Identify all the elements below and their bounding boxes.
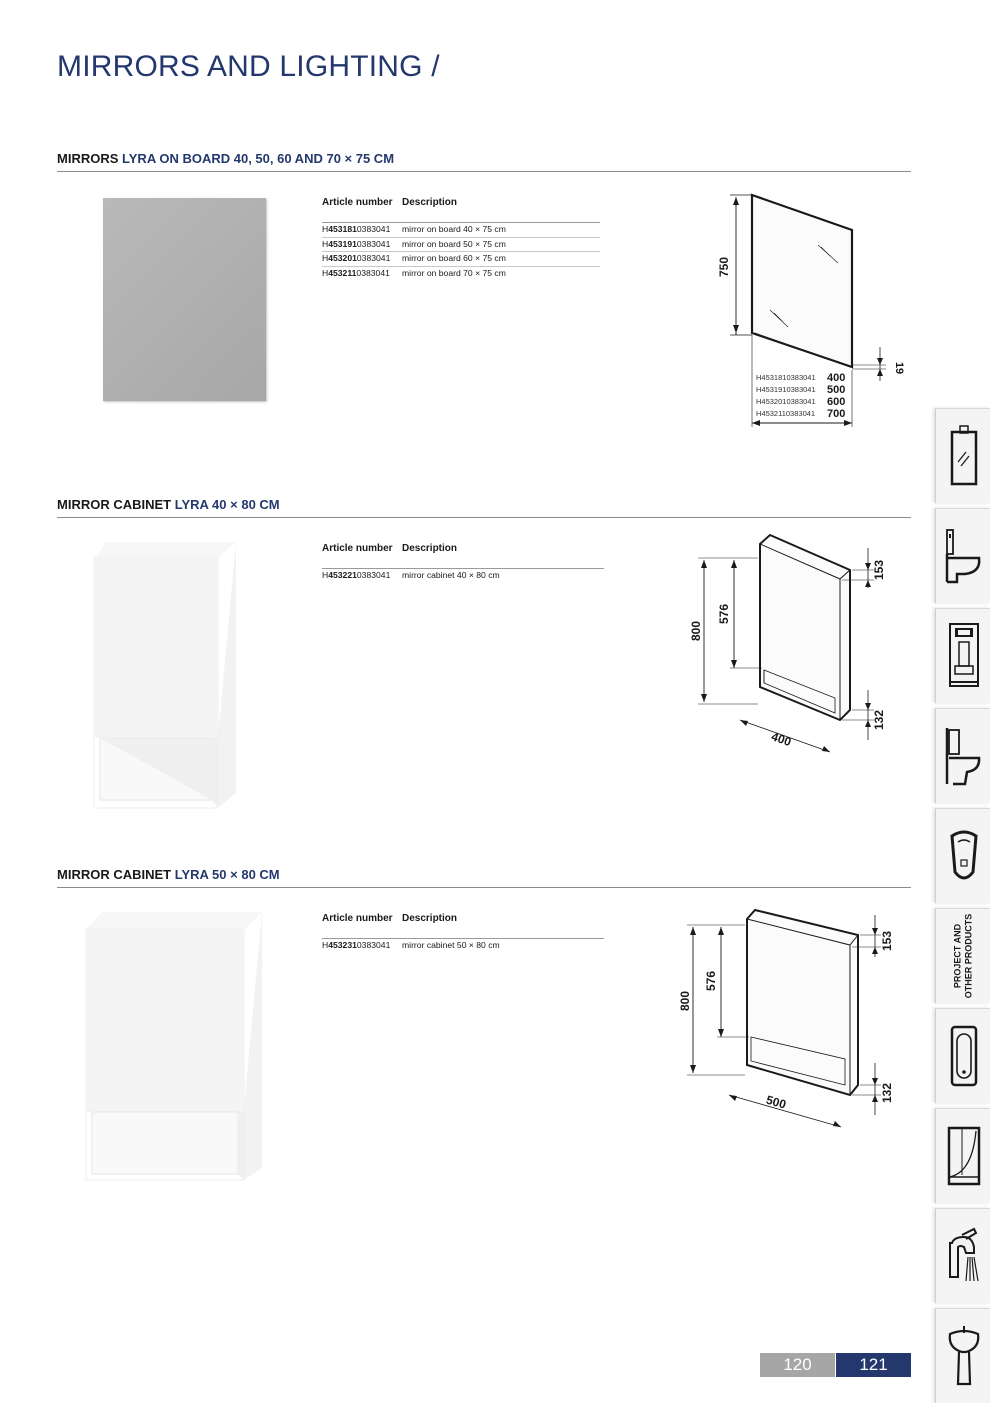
close-coupled-toilet-icon: [945, 724, 983, 788]
dimension-door: 576: [704, 970, 718, 992]
variant-width: 500: [827, 384, 846, 396]
product-photo-cabinet-40: [88, 538, 243, 813]
article-table: [322, 197, 600, 280]
product-photo-mirror: [103, 198, 266, 401]
table-row: [322, 238, 600, 253]
variant-width: 700: [827, 408, 846, 420]
tab-mirrors[interactable]: [935, 408, 990, 503]
section-heading-model: LYRA 50 × 80 CM: [174, 867, 280, 882]
mirror-icon: [946, 424, 982, 488]
column-header-description: Description: [402, 913, 458, 924]
table-row: [322, 569, 604, 583]
page-title: MIRRORS AND LIGHTING /: [57, 50, 440, 83]
bathtub-icon: [949, 1024, 979, 1088]
product-photo-cabinet-50: [82, 908, 267, 1183]
tab-faucets[interactable]: [935, 1208, 990, 1303]
dimension-width: 400: [769, 729, 794, 750]
column-header-description: Description: [402, 197, 458, 208]
section-heading-model: LYRA ON BOARD 40, 50, 60 AND 70 × 75 CM: [122, 151, 395, 166]
column-header-article: Article number: [322, 543, 393, 554]
section-heading-cabinet-40: [57, 497, 280, 512]
article-number: H4532110383041: [322, 267, 390, 278]
column-header-article: Article number: [322, 197, 393, 208]
tab-urinals[interactable]: [935, 808, 990, 903]
section-divider: [57, 517, 911, 518]
section-heading-mirrors: [57, 151, 394, 166]
tab-wall-hung-toilets[interactable]: [935, 508, 990, 603]
tab-bathtubs[interactable]: [935, 1008, 990, 1103]
article-description: mirror cabinet 50 × 80 cm: [402, 940, 500, 950]
article-number: H4532210383041: [322, 570, 391, 580]
tab-label: PROJECT AND OTHER PRODUCTS: [952, 913, 974, 999]
column-header-article: Article number: [322, 913, 393, 924]
table-row: [322, 267, 600, 281]
section-heading-prefix: MIRRORS: [57, 151, 119, 166]
dimension-bottom: 132: [880, 1082, 894, 1104]
technical-drawing-cabinet-40: [680, 530, 900, 755]
dimension-top: 153: [880, 930, 894, 952]
dimension-height: 800: [678, 990, 692, 1012]
article-table: [322, 543, 604, 583]
dimension-bottom: 132: [872, 709, 886, 731]
article-description: mirror on board 40 × 75 cm: [402, 224, 506, 234]
table-row: [322, 252, 600, 267]
tab-shower-enclosures[interactable]: [935, 1108, 990, 1203]
section-heading-cabinet-50: [57, 867, 280, 882]
technical-drawing-mirror: [700, 185, 910, 435]
variant-code: H4531910383041: [756, 385, 816, 394]
table-row: [322, 223, 600, 238]
article-number: H4532010383041: [322, 253, 391, 263]
table-header: [322, 913, 604, 927]
installation-frame-icon: [946, 622, 982, 690]
tab-installation-systems[interactable]: [935, 608, 990, 703]
faucet-icon: [946, 1225, 982, 1287]
dimension-door: 576: [717, 603, 731, 625]
column-header-description: Description: [402, 543, 458, 554]
technical-drawing-cabinet-50: [675, 905, 905, 1135]
dimension-top: 153: [872, 559, 886, 581]
section-heading-prefix: MIRROR CABINET: [57, 867, 172, 882]
article-description: mirror on board 70 × 75 cm: [402, 267, 506, 278]
section-divider: [57, 171, 911, 172]
dimension-height: 800: [689, 620, 703, 642]
tab-project-and-other-products[interactable]: [935, 908, 990, 1003]
section-heading-model: LYRA 40 × 80 CM: [174, 497, 280, 512]
table-header: [322, 197, 600, 211]
article-description: mirror on board 50 × 75 cm: [402, 238, 506, 249]
tab-washbasins[interactable]: [935, 1308, 990, 1403]
section-divider: [57, 887, 911, 888]
article-number: H4531810383041: [322, 224, 391, 234]
article-table: [322, 913, 604, 953]
variant-code: H4532110383041: [756, 409, 816, 418]
washbasin-pedestal-icon: [946, 1324, 982, 1388]
page-number-right: 121: [836, 1353, 911, 1377]
variant-width: 600: [827, 396, 846, 408]
dimension-depth: 19: [893, 361, 905, 375]
dimension-width: 500: [764, 1092, 788, 1112]
article-description: mirror cabinet 40 × 80 cm: [402, 570, 500, 580]
wall-hung-toilet-icon: [945, 524, 983, 588]
tab-close-coupled-toilets[interactable]: [935, 708, 990, 803]
urinal-icon: [947, 826, 981, 886]
variant-code: H4531810383041: [756, 373, 816, 382]
article-number: H4532310383041: [322, 940, 391, 950]
table-header: [322, 543, 604, 557]
variant-code: H4532010383041: [756, 397, 816, 406]
section-heading-prefix: MIRROR CABINET: [57, 497, 172, 512]
page-number-left: 120: [760, 1353, 835, 1377]
article-number: H4531910383041: [322, 238, 391, 249]
table-row: [322, 939, 604, 953]
variant-width: 400: [827, 372, 846, 384]
shower-enclosure-icon: [946, 1125, 982, 1187]
dimension-height: 750: [717, 256, 731, 278]
article-description: mirror on board 60 × 75 cm: [402, 253, 506, 263]
